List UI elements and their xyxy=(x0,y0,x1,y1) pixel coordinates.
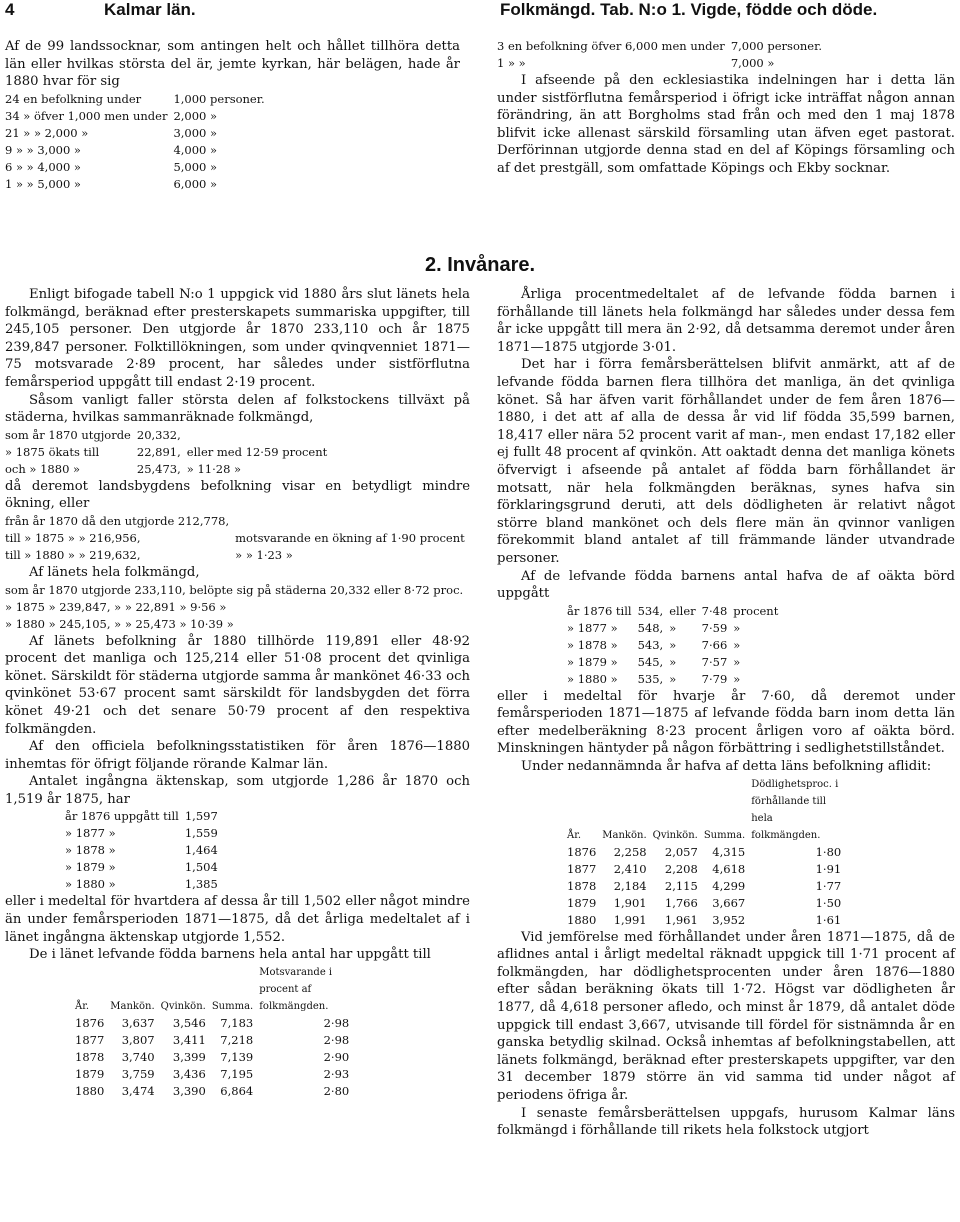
table-header-cell: Summa. xyxy=(703,829,746,841)
table-cell: motsvarande en ökning af 1·90 procent xyxy=(235,530,465,545)
table-cell: 7·79 xyxy=(701,671,728,686)
table-cell: 1,385 xyxy=(184,877,218,892)
table-row xyxy=(497,55,828,72)
table-cell: 5,000 » xyxy=(173,159,218,174)
table-header-cell: År. xyxy=(75,1000,90,1012)
table-cell: 1·91 xyxy=(815,861,842,876)
table-row xyxy=(5,530,471,547)
table-cell: som år 1870 utgjorde xyxy=(5,427,131,442)
table-cell: 21 » » 2,000 » xyxy=(5,125,89,140)
table-row xyxy=(567,637,784,654)
table-row xyxy=(75,1032,355,1049)
table-cell: 24 en befolkning under xyxy=(5,91,142,106)
table-row xyxy=(5,547,471,564)
table-cell: » 1875 » 239,847, » » 22,891 » 9·56 » xyxy=(5,599,227,614)
table-cell: 1,000 personer. xyxy=(173,91,265,106)
parish-size-table xyxy=(5,91,271,193)
table-cell: 1,766 xyxy=(664,895,698,910)
table-row xyxy=(567,861,847,878)
paragraph: eller i medeltal för hvartdera af dessa år till 1,502 eller något mindre än under femårsperioden 1871—1875, då det årliga medeltalet af i länet ingångna äktenskap utgjorde 1,552. xyxy=(5,894,470,945)
table-cell: » 1878 » xyxy=(65,843,116,858)
table-cell: 3 en befolkning öfver 6,000 men under xyxy=(497,39,725,53)
table-cell: » xyxy=(733,620,741,635)
table-cell: 9 » » 3,000 » xyxy=(5,142,81,157)
table-row xyxy=(5,91,271,108)
table-cell: 2·98 xyxy=(323,1015,350,1030)
table-row xyxy=(5,582,469,599)
table-cell: » xyxy=(669,671,677,686)
table-cell: 1·50 xyxy=(815,895,842,910)
table-cell: 2,000 » xyxy=(173,108,218,123)
table-cell: 534, xyxy=(637,603,664,618)
paragraph: då deremot landsbygdens befolkning visar en betydligt mindre ökning, eller xyxy=(5,478,470,512)
table-cell: » 1877 » xyxy=(65,826,116,841)
table-header-cell: Summa. xyxy=(211,1000,254,1012)
table-cell: 3,390 xyxy=(172,1083,206,1098)
table-cell: 1,504 xyxy=(184,860,218,875)
table-cell: 3,740 xyxy=(121,1049,155,1064)
table-cell: 2·93 xyxy=(323,1066,350,1081)
table-cell: 22,891, xyxy=(136,444,181,459)
table-cell: 1,464 xyxy=(184,843,218,858)
table-cell: 4,618 xyxy=(712,861,746,876)
table-cell: eller med 12·59 procent xyxy=(186,444,328,459)
table-row xyxy=(65,808,224,825)
table-cell xyxy=(235,513,471,530)
table-cell: 1876 xyxy=(75,1015,105,1030)
table-row xyxy=(567,878,847,895)
table-cell: » 11·28 » xyxy=(186,461,242,476)
table-header-cell: Mankön. xyxy=(110,1000,155,1012)
intro-right xyxy=(497,38,955,178)
table-cell: 3,807 xyxy=(121,1032,155,1047)
right-column xyxy=(497,286,955,1140)
table-cell: 3,667 xyxy=(712,895,746,910)
table-cell: 2·80 xyxy=(323,1083,350,1098)
table-cell: 7,000 personer. xyxy=(730,39,822,53)
table-cell: 7,139 xyxy=(220,1049,254,1064)
table-row xyxy=(5,616,469,633)
paragraph: Årliga procentmedeltalet af de lefvande födda barnen i förhållande till länets hela folkmängd har således under dessa fem år icke uppgått till mera än 2·92, då detsamma deremot under åren 1871—1875 utgjorde 3·01. xyxy=(497,287,955,355)
table-cell: och » 1880 » xyxy=(5,461,81,476)
table-row xyxy=(5,142,271,159)
table-cell: 2·90 xyxy=(323,1049,350,1064)
table-cell: 2,115 xyxy=(664,878,698,893)
table-cell: » » 1·23 » xyxy=(235,547,293,562)
table-cell: 1·80 xyxy=(815,844,842,859)
large-parish-table xyxy=(497,38,828,72)
table-cell: » 1879 » xyxy=(567,654,618,669)
table-cell: 3,474 xyxy=(121,1083,155,1098)
paragraph: Under nedannämnda år hafva af detta läns befolkning aflidit: xyxy=(521,759,932,775)
table-row xyxy=(65,825,224,842)
table-cell: 7·57 xyxy=(701,654,728,669)
paragraph: Såsom vanligt faller största delen af folkstockens tillväxt på städerna, hvilkas sammanräknade folkmängd, xyxy=(5,392,470,426)
paragraph: eller i medeltal för hvarje år 7·60, då deremot under femårsperioden 1871—1875 af lefvande födda barn inom detta län efter medelberäkning 8·23 procent årligen voro af oäkta börd. Minskningen häntyder på någon förbättring i sedlighetstillståndet. xyxy=(497,688,955,757)
left-column xyxy=(5,286,470,1100)
table-cell: 6,000 » xyxy=(173,176,218,191)
table-cell: 1878 xyxy=(567,878,597,893)
table-cell: 1·77 xyxy=(815,878,842,893)
table-row xyxy=(75,1015,355,1032)
table-cell: 4,315 xyxy=(712,844,746,859)
table-row xyxy=(497,38,828,55)
table-cell: 1879 xyxy=(75,1066,105,1081)
table-cell: 1·61 xyxy=(815,912,842,927)
paragraph: Antalet ingångna äktenskap, som utgjorde 1,286 år 1870 och 1,519 år 1875, har xyxy=(5,774,470,807)
table-cell: 1877 xyxy=(567,861,597,876)
table-row xyxy=(567,620,784,637)
paragraph: I senaste femårsberättelsen uppgafs, hurusom Kalmar läns folkmängd i förhållande till rikets hela folkstock utgjort xyxy=(497,1105,955,1139)
table-cell: 6 » » 4,000 » xyxy=(5,159,81,174)
table-header-cell: Mankön. xyxy=(602,829,647,841)
page-left-title: Kalmar län. xyxy=(104,0,196,19)
table-cell: 7·66 xyxy=(701,637,728,652)
table-header-cell: Dödlighetsproc. i förhållande till hela folkmängden. xyxy=(751,778,839,841)
table-cell: 34 » öfver 1,000 men under xyxy=(5,108,168,123)
table-cell: 3,546 xyxy=(172,1015,206,1030)
table-row xyxy=(567,654,784,671)
table-cell: 3,399 xyxy=(172,1049,206,1064)
table-cell: » xyxy=(669,654,677,669)
table-cell: till » 1875 » » 216,956, xyxy=(5,530,141,545)
table-row xyxy=(5,599,469,616)
table-cell: 3,759 xyxy=(121,1066,155,1081)
page-number: 4 xyxy=(5,0,15,19)
table-cell: 3,637 xyxy=(121,1015,155,1030)
table-row xyxy=(5,513,471,530)
rural-population-table xyxy=(5,513,471,564)
table-row xyxy=(65,842,224,859)
table-cell: » 1880 » xyxy=(567,671,618,686)
table-cell: 2·98 xyxy=(323,1032,350,1047)
paragraph: Vid jemförelse med förhållandet under åren 1871—1875, då de aflidnes antal i årligt medeltal räknadt uppgick till 1·71 procent af folkmängden, har dödlighetsprocenten under åren 1876—1880 efter sådan beräkning ökats till 1·72. Högst var dödligheten år 1877, då 4,618 personer afledo, och minst år 1879, då antalet döde uppgick till endast 3,667, utvisande till fördel för sistnämnda år en ganska betydlig skilnad. Också inhemtas af befolkningstabellen, att länets folkmängd, beräknad efter presterskapets uppgifter, var den 31 december 1879 större än vid samma tid under något af periodens öfriga år. xyxy=(497,929,955,1103)
deaths-table xyxy=(567,776,847,929)
table-cell: 1,961 xyxy=(664,912,698,927)
table-row xyxy=(5,444,333,461)
table-cell: » 1875 ökats till xyxy=(5,444,100,459)
table-cell: 535, xyxy=(637,671,664,686)
table-row xyxy=(567,895,847,912)
table-cell: 1,901 xyxy=(613,895,647,910)
table-cell: 3,952 xyxy=(712,912,746,927)
section-title: 2. Invånare. xyxy=(425,254,536,276)
table-cell: 1876 xyxy=(567,844,597,859)
table-row xyxy=(75,1083,355,1100)
table-cell: år 1876 uppgått till xyxy=(65,809,179,824)
table-cell: 1 » » 5,000 » xyxy=(5,176,81,191)
table-row xyxy=(5,176,271,193)
table-row xyxy=(65,876,224,893)
table-cell: 1878 xyxy=(75,1049,105,1064)
table-row xyxy=(567,671,784,688)
paragraph: Det har i förra femårsberättelsen blifvit anmärkt, att af de lefvande födda barnen flera tillhöra det manliga, än det qvinliga könet. Så har äfven varit förhållandet under de fem åren 1876—1880, i det att af alla de dessa år vid lif födda 35,599 barnen, 18,417 eller nära 52 procent varit af man-, men endast 17,182 eller ej fullt 48 procent af qvinkön. Att oaktadt denna det manliga könets öfvervigt i afseende på antalet af födda barn förhållandet är motsatt, när hela folkmängden beräknas, synes hafva sin förklaringsgrund deruti, att dels dödligheten är relativt något större bland mankönet och dels flere män än qvinnor vanligen förekommit bland antalet af till främmande länder utvandrade personer. xyxy=(497,357,955,566)
town-population-table xyxy=(5,427,333,478)
table-cell: 1 » » xyxy=(497,56,526,70)
table-cell: 1877 xyxy=(75,1032,105,1047)
marriages-table xyxy=(65,808,224,893)
table-cell: 3,000 » xyxy=(173,125,218,140)
table-cell: till » 1880 » » 219,632, xyxy=(5,547,141,562)
births-table xyxy=(75,964,355,1100)
table-cell: 1879 xyxy=(567,895,597,910)
table-cell: 6,864 xyxy=(220,1083,254,1098)
table-row xyxy=(5,108,271,125)
table-cell: 1880 xyxy=(567,912,597,927)
table-header-cell: Motsvarande i procent af folkmängden. xyxy=(259,966,333,1012)
table-cell: » 1877 » xyxy=(567,620,618,635)
illegitimate-births-table xyxy=(567,603,784,688)
table-cell: 7,218 xyxy=(220,1032,254,1047)
table-header-cell: År. xyxy=(567,829,582,841)
table-cell: » 1878 » xyxy=(567,637,618,652)
table-cell: 7,000 » xyxy=(730,56,775,70)
table-row xyxy=(567,603,784,620)
table-cell: 2,184 xyxy=(613,878,647,893)
table-cell: 2,208 xyxy=(664,861,698,876)
table-cell: » xyxy=(669,620,677,635)
table-cell: 3,411 xyxy=(172,1032,206,1047)
paragraph: Enligt bifogade tabell N:o 1 uppgick vid 1880 års slut länets hela folkmängd, beräknad efter presterskapets summariska uppgifter, till 245,105 personer. Den utgjorde år 1870 233,110 och år 1875 239,847 personer. Folktillökningen, som under qvinqvenniet 1871—75 motsvarade 2·89 procent, har således under sistförflutna femårsperiod uppgått till endast 2·19 procent. xyxy=(5,287,470,390)
table-cell: 25,473, xyxy=(136,461,181,476)
table-cell: 1,559 xyxy=(184,826,218,841)
table-header-cell: Qvinkön. xyxy=(652,829,698,841)
table-cell: 1880 xyxy=(75,1083,105,1098)
table-cell: » 1880 » xyxy=(65,877,116,892)
table-cell: 545, xyxy=(637,654,664,669)
table-cell: 7,195 xyxy=(220,1066,254,1081)
table-cell: 548, xyxy=(637,620,664,635)
table-cell: som år 1870 utgjorde 233,110, belöpte sig på städerna 20,332 eller 8·72 proc. xyxy=(5,582,464,597)
table-row xyxy=(5,159,271,176)
paragraph: De i länet lefvande födda barnens hela antal har uppgått till xyxy=(29,947,431,963)
table-cell: 1,991 xyxy=(613,912,647,927)
table-cell: 2,258 xyxy=(613,844,647,859)
table-row xyxy=(567,912,847,929)
table-cell: 20,332, xyxy=(136,427,181,442)
table-cell: år 1876 till xyxy=(567,603,632,618)
table-row xyxy=(75,1049,355,1066)
table-cell: 4,000 » xyxy=(173,142,218,157)
table-cell: 543, xyxy=(637,637,664,652)
intro-left xyxy=(5,38,460,193)
table-row xyxy=(5,427,333,444)
table-cell: » xyxy=(733,654,741,669)
table-cell: 4,299 xyxy=(712,878,746,893)
town-share-table xyxy=(5,582,469,633)
table-cell: » xyxy=(733,671,741,686)
paragraph: Af de lefvande födda barnens antal hafva de af oäkta börd uppgått xyxy=(497,568,955,602)
table-row xyxy=(75,1066,355,1083)
page-right-title: Folkmängd. Tab. N:o 1. Vigde, födde och döde. xyxy=(500,0,878,19)
table-cell: 2,410 xyxy=(613,861,647,876)
table-cell: 7·59 xyxy=(701,620,728,635)
table-cell xyxy=(187,427,333,444)
paragraph: Af den officiela befolkningsstatistiken för åren 1876—1880 inhemtas för öfrigt följande rörande Kalmar län. xyxy=(5,739,470,772)
paragraph: Af länets hela folkmängd, xyxy=(29,564,200,580)
table-cell: 3,436 xyxy=(172,1066,206,1081)
table-row xyxy=(5,461,333,478)
table-cell: 1,597 xyxy=(184,809,218,824)
table-cell: 7,183 xyxy=(220,1015,254,1030)
table-cell: procent xyxy=(733,603,779,618)
table-cell: » xyxy=(733,637,741,652)
table-row xyxy=(5,125,271,142)
intro-right-paragraph: I afseende på den ecklesiastika indelningen har i detta län under sistförflutna femårsperiod i öfrigt icke inträffat någon annan förändring, än att Borgholms stad från och med den 1 maj 1878 blifvit icke allenast särskild församling utan äfven eget pastorat. Derförinnan utgjorde denna stad en del af Köpings församling och af det prestgäll, som omfattade Köpings och Ekby socknar. xyxy=(497,73,955,176)
intro-left-paragraph: Af de 99 landssocknar, som antingen helt och hållet tillhöra detta län eller hvilkas största del är, jemte kyrkan, här belägen, hade år 1880 hvar för sig xyxy=(5,39,460,90)
table-row xyxy=(567,844,847,861)
table-cell: » 1879 » xyxy=(65,860,116,875)
table-cell: eller xyxy=(669,603,696,618)
paragraph: Af länets befolkning år 1880 tillhörde 119,891 eller 48·92 procent det manliga och 125,214 eller 51·08 procent det qvinliga könet. Särskildt för städerna utgjorde samma år mankönet 46·33 och qvinkönet 53·67 procent samt särskildt för landsbygden det förra könet 49·21 och det senare 50·79 procent af den respektiva folkmängden. xyxy=(5,633,470,737)
table-header-cell: Qvinkön. xyxy=(160,1000,206,1012)
table-cell: » 1880 » 245,105, » » 25,473 » 10·39 » xyxy=(5,616,234,631)
table-cell: 7·48 xyxy=(701,603,728,618)
table-cell: 2,057 xyxy=(664,844,698,859)
table-row xyxy=(65,859,224,876)
table-cell: från år 1870 då den utgjorde 212,778, xyxy=(5,513,230,528)
table-cell: » xyxy=(669,637,677,652)
